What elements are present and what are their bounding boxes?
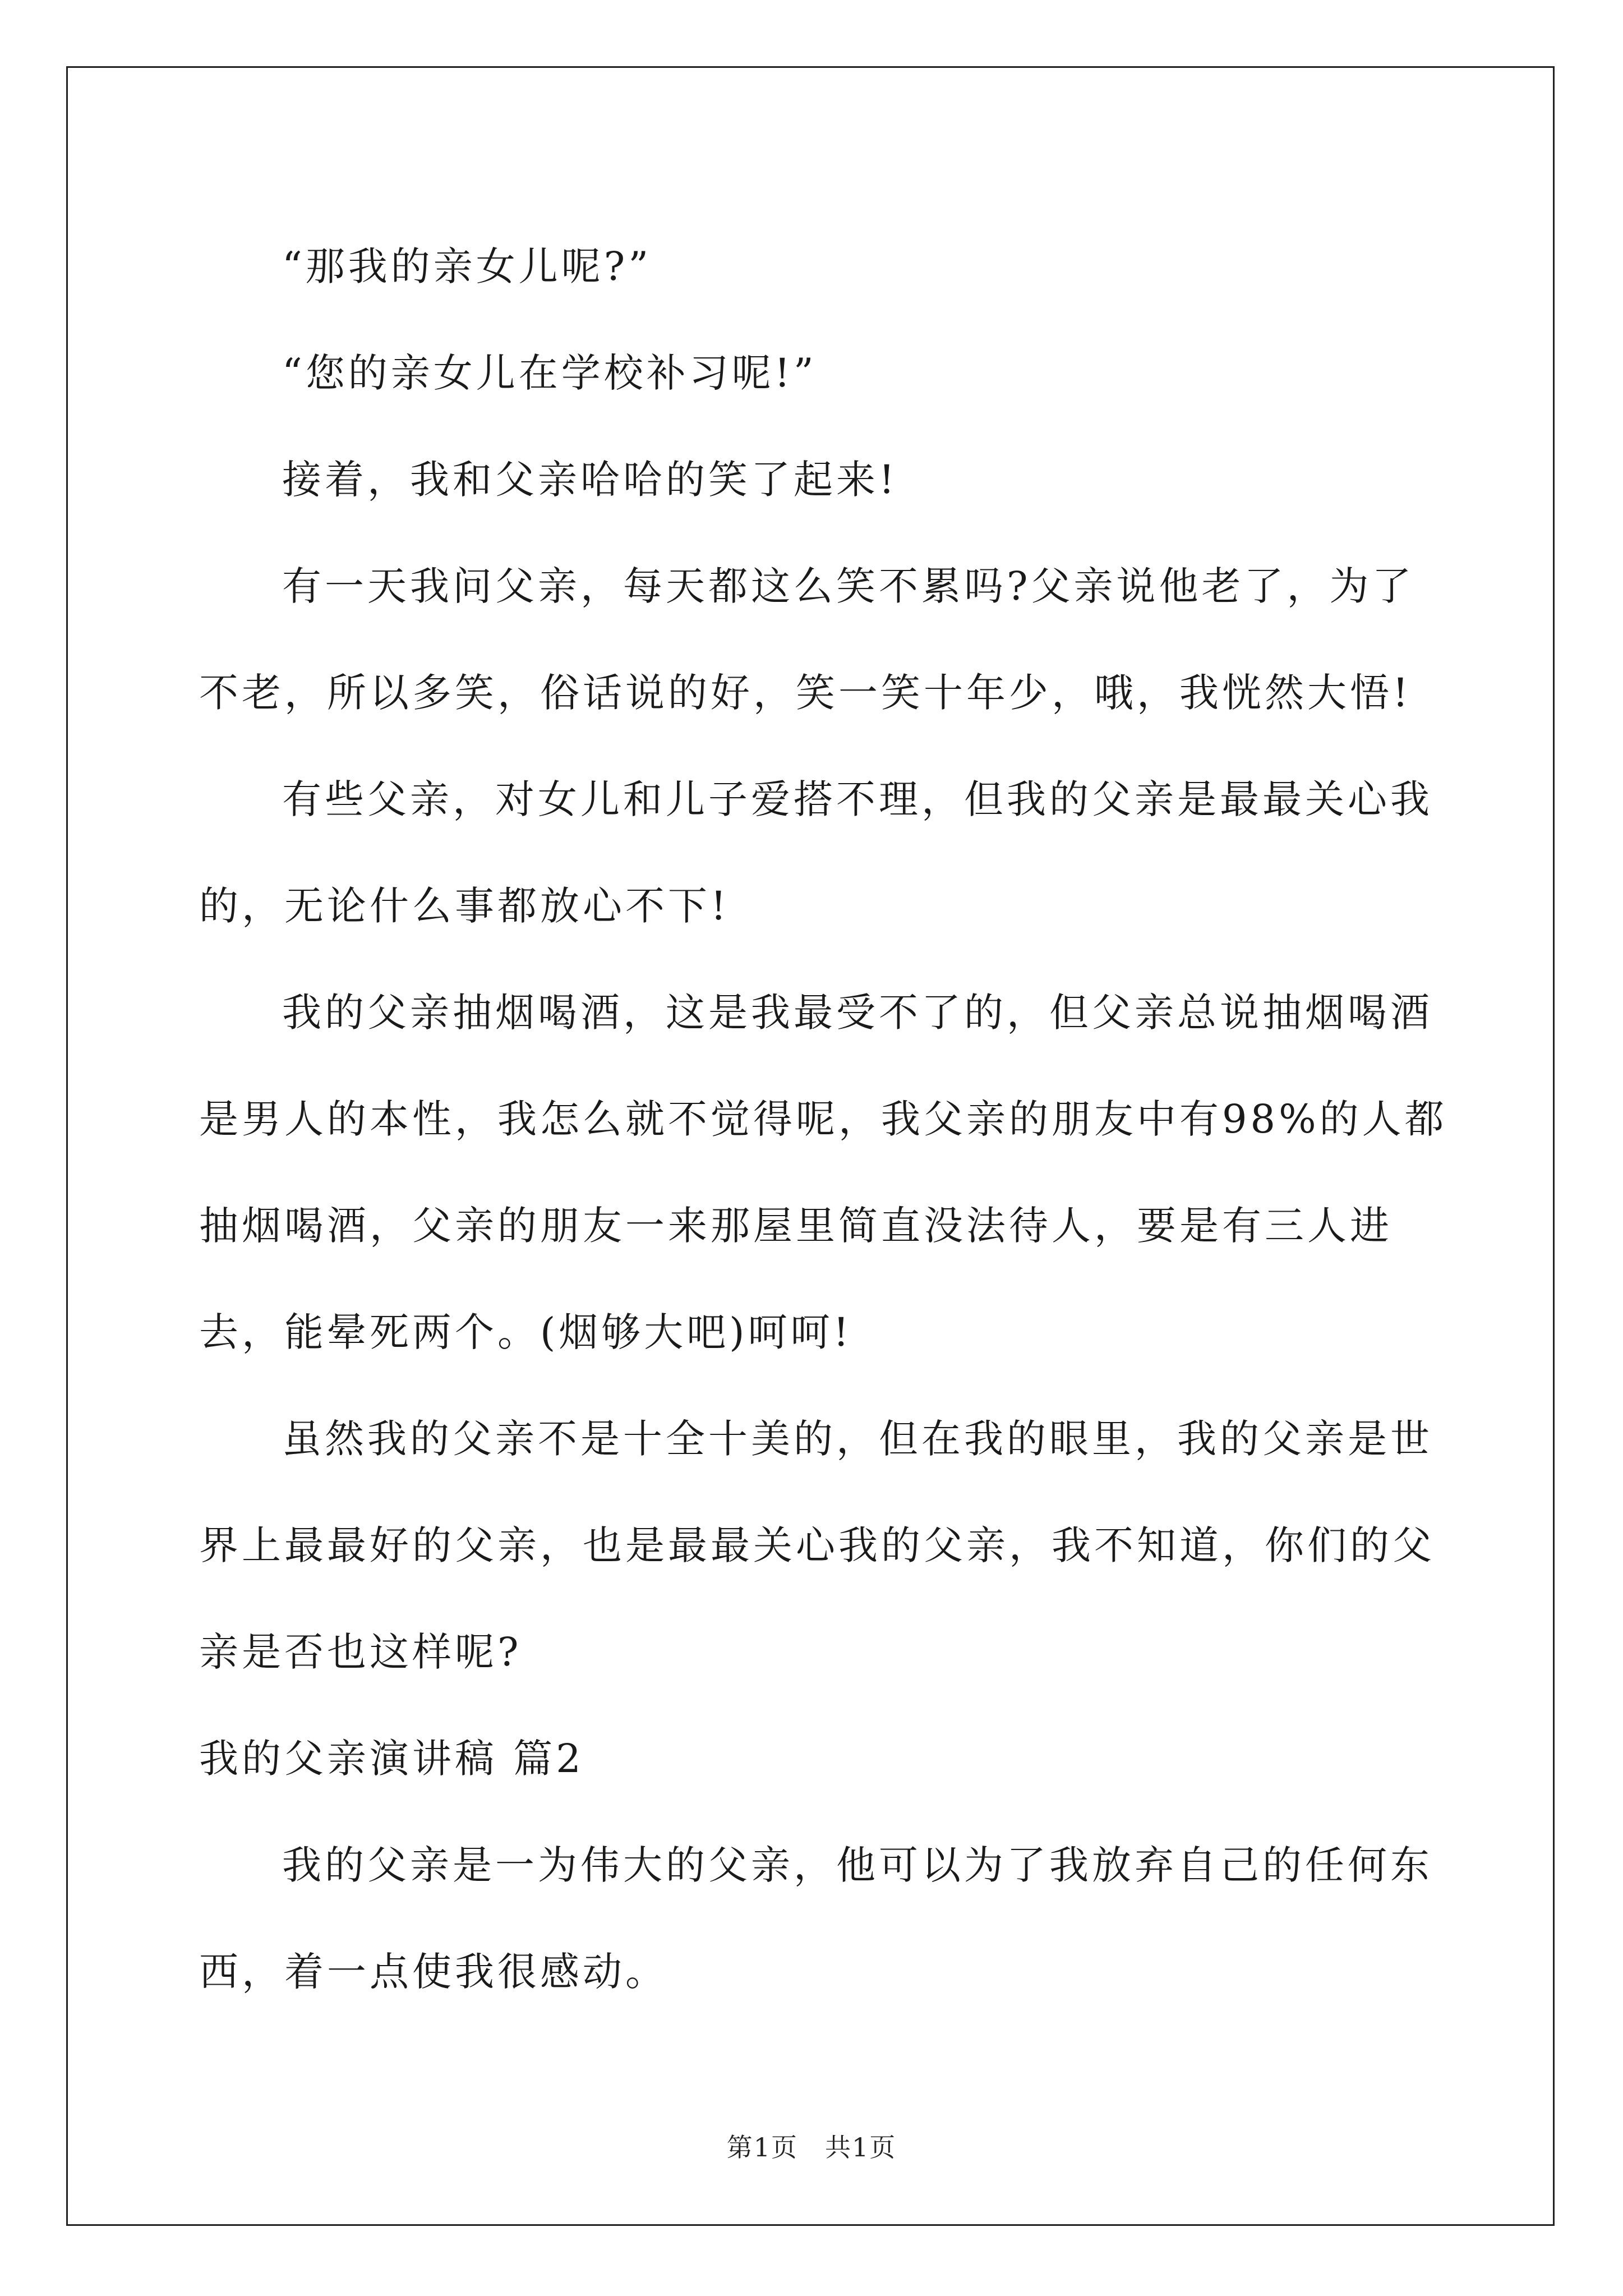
paragraph: 我的父亲抽烟喝酒，这是我最受不了的，但父亲总说抽烟喝酒是男人的本性，我怎么就不觉得呢，我父亲的朋友中有98%的人都抽烟喝酒，父亲的朋友一来那屋里简直没法待人，要是有三人进去，能晕死两个。(烟够大吧)呵呵! [199, 990, 1447, 1355]
paragraph: 我的父亲是一为伟大的父亲，他可以为了我放弃自己的任何东西，着一点使我很感动。 [199, 1842, 1433, 1995]
section-heading: 我的父亲演讲稿 篇2 [199, 1736, 584, 1782]
paragraph: “您的亲女儿在学校补习呢!” [282, 350, 817, 396]
paragraph: 虽然我的父亲不是十全十美的，但在我的眼里，我的父亲是世界上最最好的父亲，也是最最关心我的父亲，我不知道，你们的父亲是否也这样呢? [199, 1416, 1435, 1675]
page-footer [0, 2127, 1623, 2164]
document-body [199, 213, 1455, 2025]
paragraph: 有一天我问父亲，每天都这么笑不累吗?父亲说他老了，为了不老，所以多笑，俗话说的好，笑一笑十年少，哦，我恍然大悟! [199, 563, 1415, 716]
paragraph: 有些父亲，对女儿和儿子爱搭不理，但我的父亲是最最关心我的，无论什么事都放心不下! [199, 776, 1433, 929]
paragraph: 接着，我和父亲哈哈的笑了起来! [282, 457, 898, 503]
page-number-current: 第1页 [726, 2132, 798, 2162]
paragraph: “那我的亲女儿呢?” [282, 243, 652, 289]
page-number-total: 共1页 [825, 2132, 897, 2162]
